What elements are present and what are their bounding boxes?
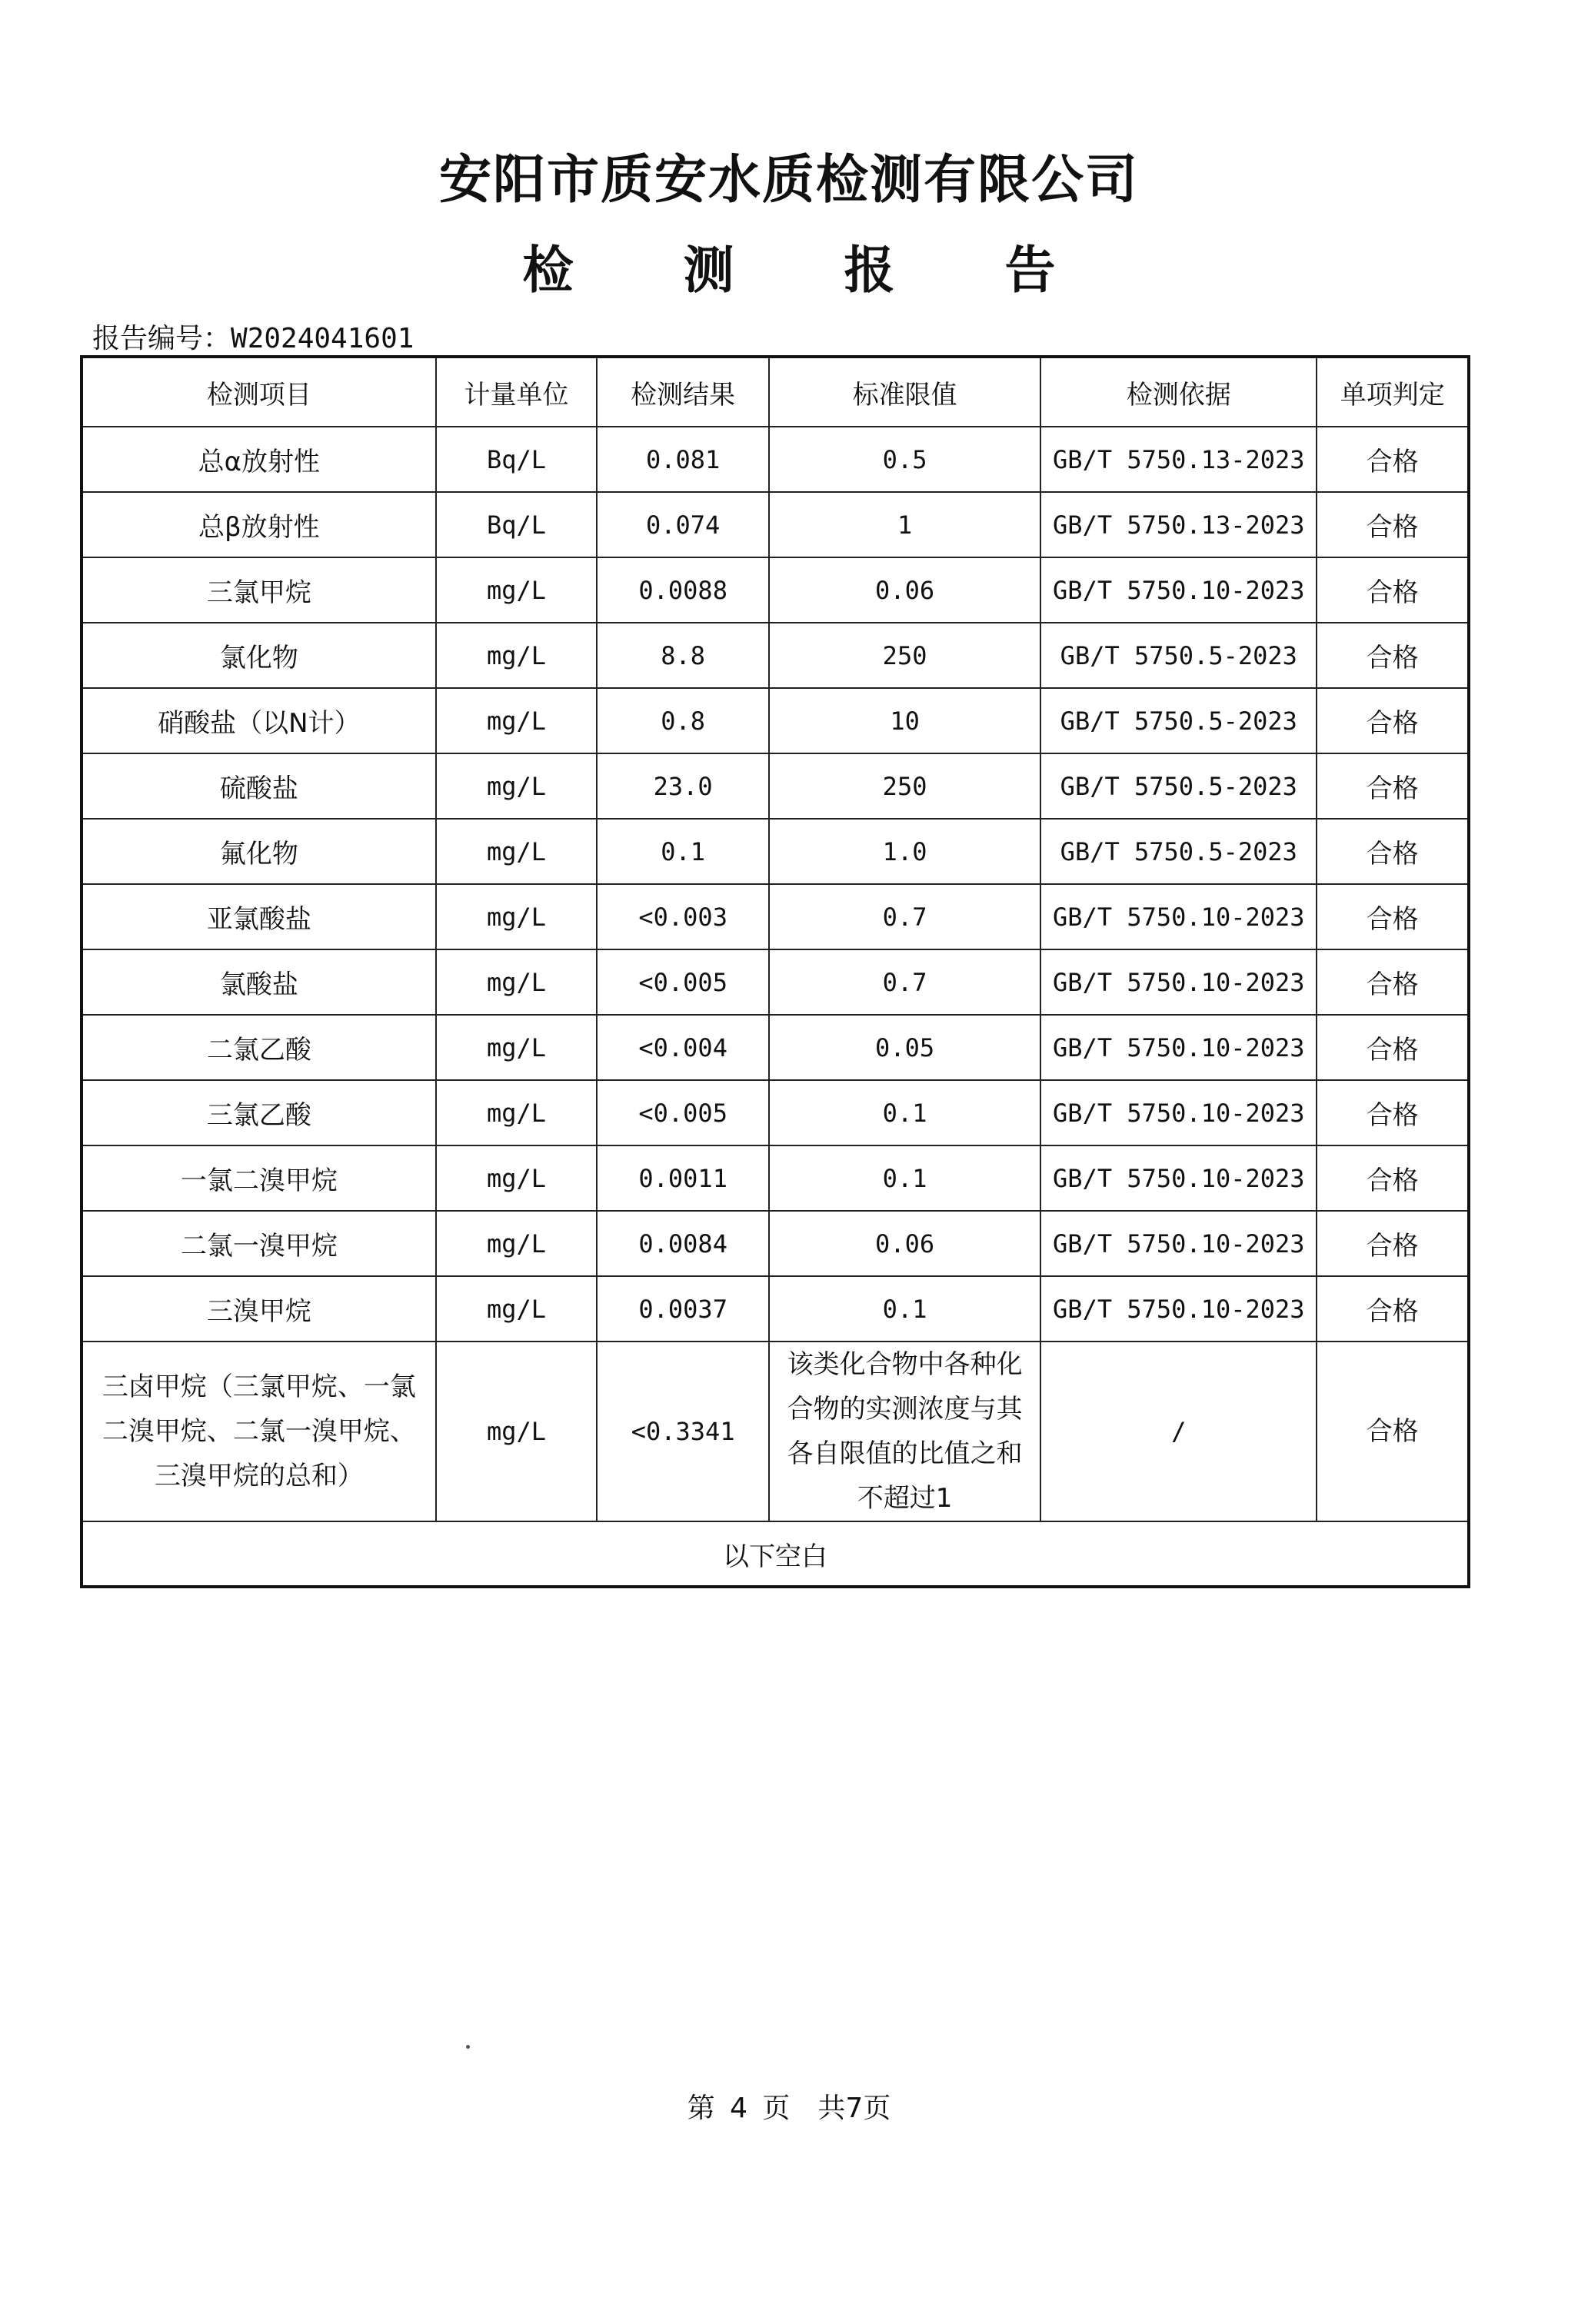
limit: 0.06 <box>769 1211 1040 1276</box>
report-number-label: 报告编号： <box>92 323 231 354</box>
limit: 250 <box>769 753 1040 819</box>
item-name: 氯酸盐 <box>82 949 436 1015</box>
table-row <box>82 492 1469 557</box>
verdict: 合格 <box>1317 819 1469 884</box>
item-name: 总β放射性 <box>82 492 436 557</box>
method: GB/T 5750.13-2023 <box>1040 492 1317 557</box>
table-row <box>82 819 1469 884</box>
unit: mg/L <box>436 1080 598 1145</box>
header-item: 检测项目 <box>82 357 436 427</box>
verdict: 合格 <box>1317 427 1469 492</box>
verdict: 合格 <box>1317 1015 1469 1080</box>
item-name: 三氯甲烷 <box>82 557 436 623</box>
limit: 1 <box>769 492 1040 557</box>
item-name: 二氯一溴甲烷 <box>82 1211 436 1276</box>
result: <0.3341 <box>597 1342 769 1521</box>
report-title: 检 测 报 告 <box>522 241 1102 300</box>
page-number: 第 4 页 共7页 <box>687 2093 891 2124</box>
limit: 0.7 <box>769 884 1040 949</box>
method: GB/T 5750.5-2023 <box>1040 819 1317 884</box>
limit: 10 <box>769 688 1040 753</box>
item-name: 硫酸盐 <box>82 753 436 819</box>
result: 23.0 <box>597 753 769 819</box>
unit: Bq/L <box>436 492 598 557</box>
item-name: 二氯乙酸 <box>82 1015 436 1080</box>
method: GB/T 5750.5-2023 <box>1040 688 1317 753</box>
verdict: 合格 <box>1317 492 1469 557</box>
unit: mg/L <box>436 623 598 688</box>
limit: 0.1 <box>769 1080 1040 1145</box>
method: GB/T 5750.10-2023 <box>1040 884 1317 949</box>
item-name: 氟化物 <box>82 819 436 884</box>
header-unit: 计量单位 <box>436 357 598 427</box>
table-header-row <box>82 357 1469 427</box>
header-limit: 标准限值 <box>769 357 1040 427</box>
item-name: 三卤甲烷（三氯甲烷、一氯二溴甲烷、二氯一溴甲烷、三溴甲烷的总和） <box>82 1342 436 1521</box>
unit: mg/L <box>436 557 598 623</box>
verdict: 合格 <box>1317 1080 1469 1145</box>
unit: mg/L <box>436 1015 598 1080</box>
header-method: 检测依据 <box>1040 357 1317 427</box>
result: 0.081 <box>597 427 769 492</box>
table-row <box>82 753 1469 819</box>
result: 0.8 <box>597 688 769 753</box>
method: GB/T 5750.13-2023 <box>1040 427 1317 492</box>
blank-note: 以下空白 <box>82 1521 1469 1587</box>
method: GB/T 5750.10-2023 <box>1040 557 1317 623</box>
unit: mg/L <box>436 1211 598 1276</box>
scan-speck <box>466 2045 470 2049</box>
unit: mg/L <box>436 819 598 884</box>
verdict: 合格 <box>1317 1276 1469 1342</box>
unit: mg/L <box>436 1276 598 1342</box>
unit: mg/L <box>436 884 598 949</box>
result: 0.0084 <box>597 1211 769 1276</box>
verdict: 合格 <box>1317 753 1469 819</box>
result: <0.004 <box>597 1015 769 1080</box>
method: GB/T 5750.10-2023 <box>1040 949 1317 1015</box>
table-row <box>82 1211 1469 1276</box>
limit: 0.1 <box>769 1276 1040 1342</box>
item-name: 三溴甲烷 <box>82 1276 436 1342</box>
table-row <box>82 688 1469 753</box>
verdict: 合格 <box>1317 949 1469 1015</box>
limit: 该类化合物中各种化合物的实测浓度与其各自限值的比值之和不超过1 <box>769 1342 1040 1521</box>
result: <0.005 <box>597 1080 769 1145</box>
table-row <box>82 557 1469 623</box>
table-row <box>82 1080 1469 1145</box>
table-row <box>82 1276 1469 1342</box>
limit: 1.0 <box>769 819 1040 884</box>
item-name: 氯化物 <box>82 623 436 688</box>
method: GB/T 5750.5-2023 <box>1040 623 1317 688</box>
method: GB/T 5750.10-2023 <box>1040 1276 1317 1342</box>
unit: mg/L <box>436 1145 598 1211</box>
limit: 0.5 <box>769 427 1040 492</box>
item-name: 亚氯酸盐 <box>82 884 436 949</box>
verdict: 合格 <box>1317 884 1469 949</box>
item-name: 总α放射性 <box>82 427 436 492</box>
report-number-value: W2024041601 <box>231 323 414 354</box>
method: GB/T 5750.10-2023 <box>1040 1145 1317 1211</box>
table-row <box>82 623 1469 688</box>
results-table <box>80 355 1470 1588</box>
result: 0.0088 <box>597 557 769 623</box>
unit: mg/L <box>436 949 598 1015</box>
method: GB/T 5750.10-2023 <box>1040 1015 1317 1080</box>
report-number <box>92 317 414 356</box>
method: GB/T 5750.10-2023 <box>1040 1211 1317 1276</box>
table-row <box>82 1145 1469 1211</box>
item-name: 三氯乙酸 <box>82 1080 436 1145</box>
item-name: 硝酸盐（以N计） <box>82 688 436 753</box>
limit: 0.7 <box>769 949 1040 1015</box>
table-row <box>82 1342 1469 1521</box>
result: 0.0011 <box>597 1145 769 1211</box>
item-name: 一氯二溴甲烷 <box>82 1145 436 1211</box>
method: GB/T 5750.5-2023 <box>1040 753 1317 819</box>
header-result: 检测结果 <box>597 357 769 427</box>
unit: mg/L <box>436 688 598 753</box>
result: <0.003 <box>597 884 769 949</box>
verdict: 合格 <box>1317 623 1469 688</box>
limit: 0.05 <box>769 1015 1040 1080</box>
result: 8.8 <box>597 623 769 688</box>
verdict: 合格 <box>1317 557 1469 623</box>
result: <0.005 <box>597 949 769 1015</box>
table-row <box>82 949 1469 1015</box>
result: 0.1 <box>597 819 769 884</box>
limit: 0.06 <box>769 557 1040 623</box>
unit: mg/L <box>436 1342 598 1521</box>
limit: 0.1 <box>769 1145 1040 1211</box>
table-row <box>82 427 1469 492</box>
unit: mg/L <box>436 753 598 819</box>
method: GB/T 5750.10-2023 <box>1040 1080 1317 1145</box>
limit: 250 <box>769 623 1040 688</box>
company-name: 安阳市质安水质检测有限公司 <box>438 150 1139 211</box>
header-verdict: 单项判定 <box>1317 357 1469 427</box>
blank-note-row <box>82 1521 1469 1587</box>
verdict: 合格 <box>1317 688 1469 753</box>
verdict: 合格 <box>1317 1211 1469 1276</box>
table-row <box>82 884 1469 949</box>
unit: Bq/L <box>436 427 598 492</box>
verdict: 合格 <box>1317 1342 1469 1521</box>
verdict: 合格 <box>1317 1145 1469 1211</box>
result: 0.0037 <box>597 1276 769 1342</box>
result: 0.074 <box>597 492 769 557</box>
method: / <box>1040 1342 1317 1521</box>
table-row <box>82 1015 1469 1080</box>
